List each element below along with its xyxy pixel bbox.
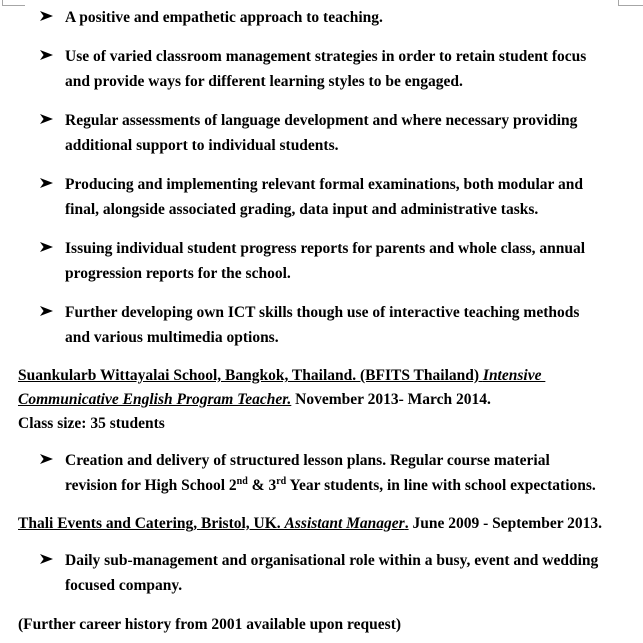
bullet-item-text — [65, 300, 643, 350]
bullet-item — [40, 448, 643, 498]
text-line — [65, 172, 643, 197]
text-line — [65, 133, 643, 158]
text-line — [65, 548, 643, 573]
section-heading — [18, 512, 643, 536]
text-segment: Regular assessments of language development and where necessary providing — [65, 112, 578, 129]
text-line — [65, 300, 643, 325]
text-line — [18, 612, 643, 637]
text-segment: November 2013- March 2014. — [291, 391, 491, 408]
text-segment: (Further career history from 2001 available upon request) — [18, 616, 402, 633]
bullet-item — [40, 172, 643, 222]
text-line — [65, 473, 643, 498]
bullet-item-text — [65, 448, 643, 498]
text-segment: and provide ways for different learning styles to be engaged. — [65, 73, 463, 90]
text-segment: Communicative English Program Teacher. — [18, 391, 292, 408]
text-segment: revision for High School 2 — [65, 477, 237, 494]
text-segment: Assistant Manager — [284, 515, 405, 532]
text-line — [65, 236, 643, 261]
text-segment: and various multimedia options. — [65, 329, 279, 346]
text-segment: progression reports for the school. — [65, 265, 291, 282]
bullet-item — [40, 44, 643, 94]
section-heading — [18, 364, 643, 436]
text-line — [65, 325, 643, 350]
bullet-item — [40, 236, 643, 286]
right-arrowhead-icon — [40, 548, 65, 564]
document-body — [0, 5, 643, 637]
ordinal-superscript: nd — [236, 475, 248, 487]
bullet-item — [40, 548, 643, 598]
text-segment: Class size: 35 students — [18, 415, 165, 432]
bullet-item-text — [65, 108, 643, 158]
text-segment: Producing and implementing relevant formal examinations, both modular and — [65, 176, 584, 193]
text-line — [65, 44, 643, 69]
text-segment: A positive and empathetic approach to teaching. — [65, 9, 383, 26]
bullet-item-text — [65, 236, 643, 286]
right-arrowhead-icon — [40, 448, 65, 464]
bullet-item-text — [65, 172, 643, 222]
bullet-item-text — [65, 548, 643, 598]
text-segment: Issuing individual student progress reports for parents and whole class, annual — [65, 240, 586, 257]
text-segment: Further developing own ICT skills though use of interactive teaching methods — [65, 304, 580, 321]
text-segment: & 3 — [247, 477, 277, 494]
text-line — [65, 108, 643, 133]
right-arrowhead-icon — [40, 108, 65, 124]
text-line — [65, 197, 643, 222]
right-arrowhead-icon — [40, 300, 65, 316]
text-line — [65, 69, 643, 94]
paragraph — [18, 612, 643, 637]
right-arrowhead-icon — [40, 44, 65, 60]
text-segment: Creation and delivery of structured lesson plans. Regular course material — [65, 452, 550, 469]
text-segment: June 2009 - September 2013. — [408, 515, 603, 532]
bullet-item — [40, 5, 643, 30]
text-line — [18, 412, 643, 436]
bullet-item-text — [65, 5, 643, 30]
text-line — [65, 573, 643, 598]
text-segment: Suankularb Wittayalai School, Bangkok, Thailand. (BFITS Thailand) — [18, 367, 483, 384]
right-arrowhead-icon — [40, 236, 65, 252]
text-segment: additional support to individual students. — [65, 137, 339, 154]
text-segment: focused company. — [65, 577, 183, 594]
bullet-item — [40, 108, 643, 158]
right-arrowhead-icon — [40, 172, 65, 188]
text-line — [65, 261, 643, 286]
bullet-item — [40, 300, 643, 350]
text-line — [18, 512, 643, 536]
text-segment: Intensive — [482, 367, 546, 384]
text-line — [18, 388, 643, 412]
text-segment: . — [404, 515, 409, 532]
text-line — [65, 5, 643, 30]
text-segment: Daily sub-management and organisational role within a busy, event and wedding — [65, 552, 599, 569]
text-line — [18, 364, 643, 388]
text-segment: Thali Events and Catering, Bristol, UK. — [18, 515, 285, 532]
bullet-item-text — [65, 44, 643, 94]
text-segment: Use of varied classroom management strategies in order to retain student focus — [65, 48, 587, 65]
ordinal-superscript: rd — [276, 475, 287, 487]
text-segment: Year students, in line with school expectations. — [286, 477, 596, 494]
text-line — [65, 448, 643, 473]
right-arrowhead-icon — [40, 5, 65, 21]
text-segment: final, alongside associated grading, data input and administrative tasks. — [65, 201, 539, 218]
